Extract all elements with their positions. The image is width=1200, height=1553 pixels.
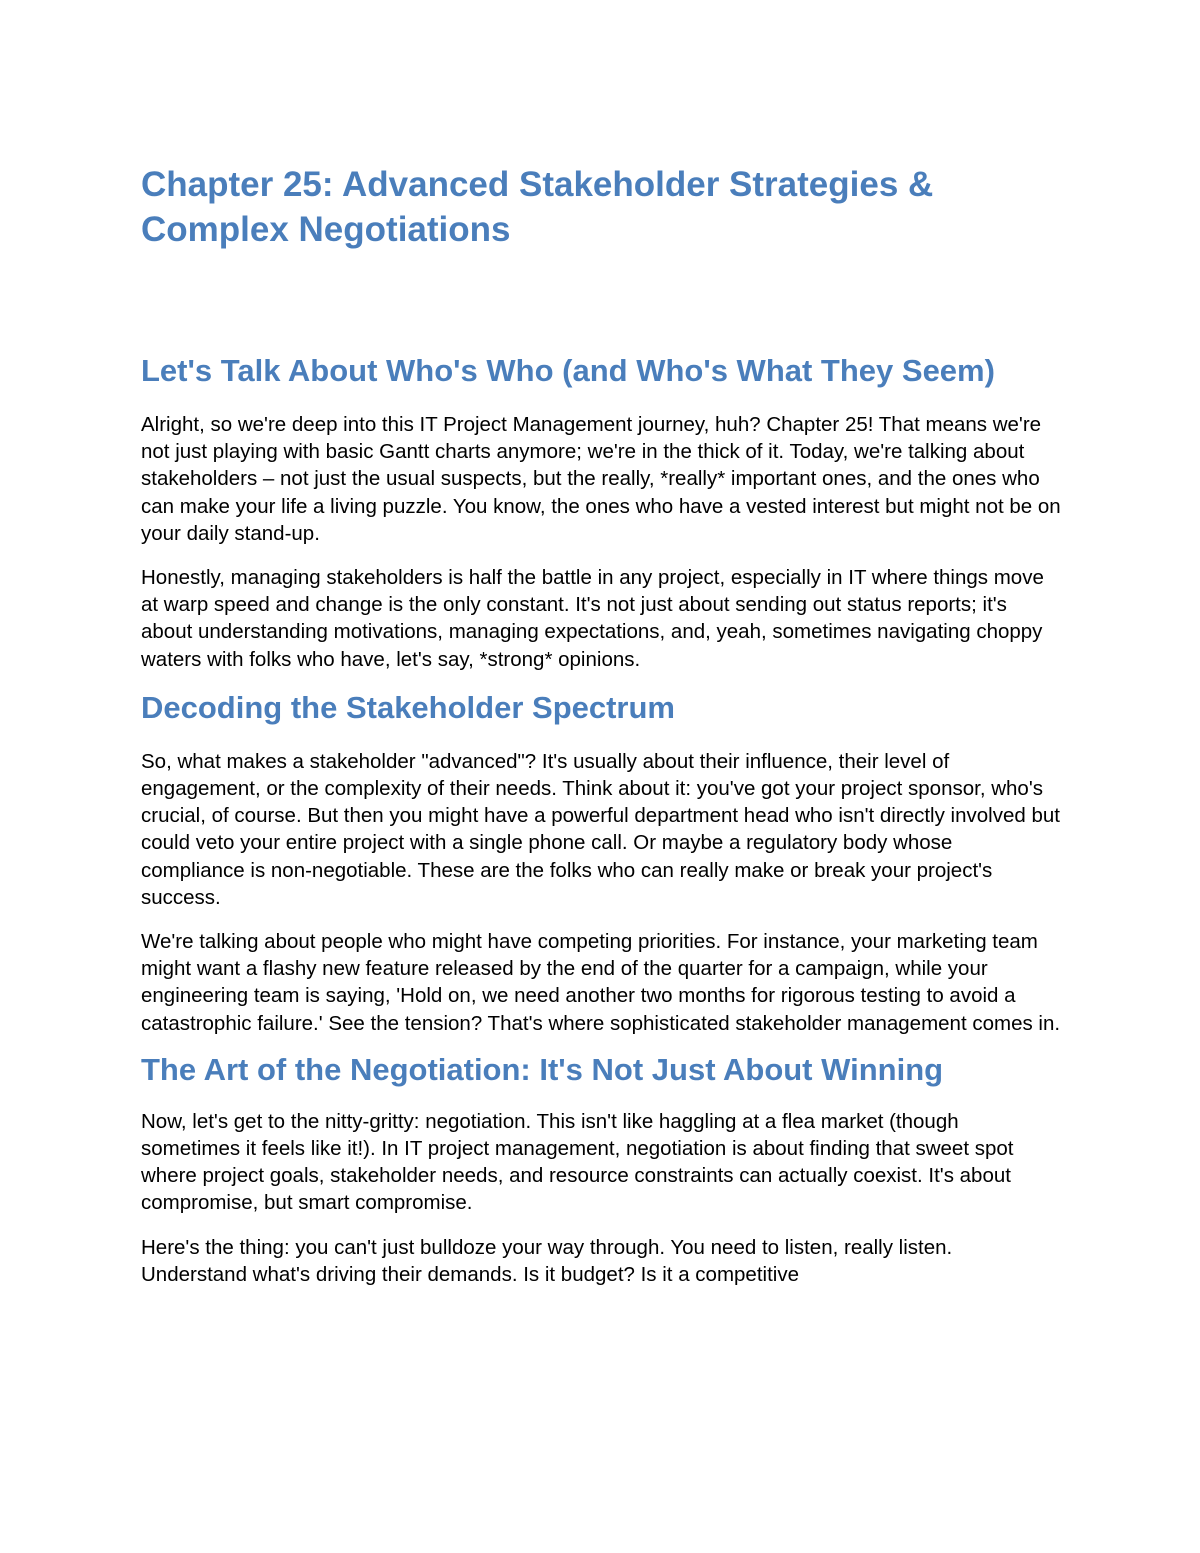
paragraph: Now, let's get to the nitty-gritty: negotiation. This isn't like haggling at a flea market (though sometimes it feels like it!). In IT project management, negotiation is about finding that sweet spot where project goals, stakeholder needs, and resource constraints can actually coexist. It's about compromise, but smart compromise. — [141, 1109, 1014, 1215]
paragraph: Here's the thing: you can't just bulldoze your way through. You need to listen, really listen. Understand what's driving their demands. Is it budget? Is it a competitive — [141, 1235, 953, 1286]
document-page — [141, 162, 1061, 1288]
chapter-title: Chapter 25: Advanced Stakeholder Strategies & Complex Negotiations — [141, 165, 934, 249]
paragraph: We're talking about people who might have competing priorities. For instance, your marketing team might want a flashy new feature released by the end of the quarter for a campaign, while your engineering team is saying, 'Hold on, we need another two months for rigorous testing to avoid a catastrophic failure.' See the tension? That's where sophisticated stakeholder management comes in. — [141, 930, 1061, 1035]
paragraph: Honestly, managing stakeholders is half the battle in any project, especially in IT where things move at warp speed and change is the only constant. It's not just about sending out status reports; it's about understanding motivations, managing expectations, and, yeah, sometimes navigating choppy waters with folks who have, let's say, *strong* opinions. — [141, 566, 1044, 671]
section-heading-whos-who: Let's Talk About Who's Who (and Who's What They Seem) — [141, 353, 995, 388]
paragraph: So, what makes a stakeholder "advanced"? It's usually about their influence, their level of engagement, or the complexity of their needs. Think about it: you've got your project sponsor, who's crucial, of course. But then you might have a powerful department head who isn't directly involved but could veto your entire project with a single phone call. Or maybe a regulatory body whose compliance is non-negotiable. These are the folks who can really make or break your project's success. — [141, 749, 1060, 909]
paragraph: Alright, so we're deep into this IT Project Management journey, huh? Chapter 25! That means we're not just playing with basic Gantt charts anymore; we're in the thick of it. Today, we're talking about stakeholders – not just the usual suspects, but the really, *really* important ones, and the ones who can make your life a living puzzle. You know, the ones who have a vested interest but might not be on your daily stand-up. — [141, 413, 1061, 545]
section-heading-stakeholder-spectrum: Decoding the Stakeholder Spectrum — [141, 689, 675, 725]
section-heading-art-of-negotiation: The Art of the Negotiation: It's Not Just About Winning — [141, 1051, 944, 1087]
